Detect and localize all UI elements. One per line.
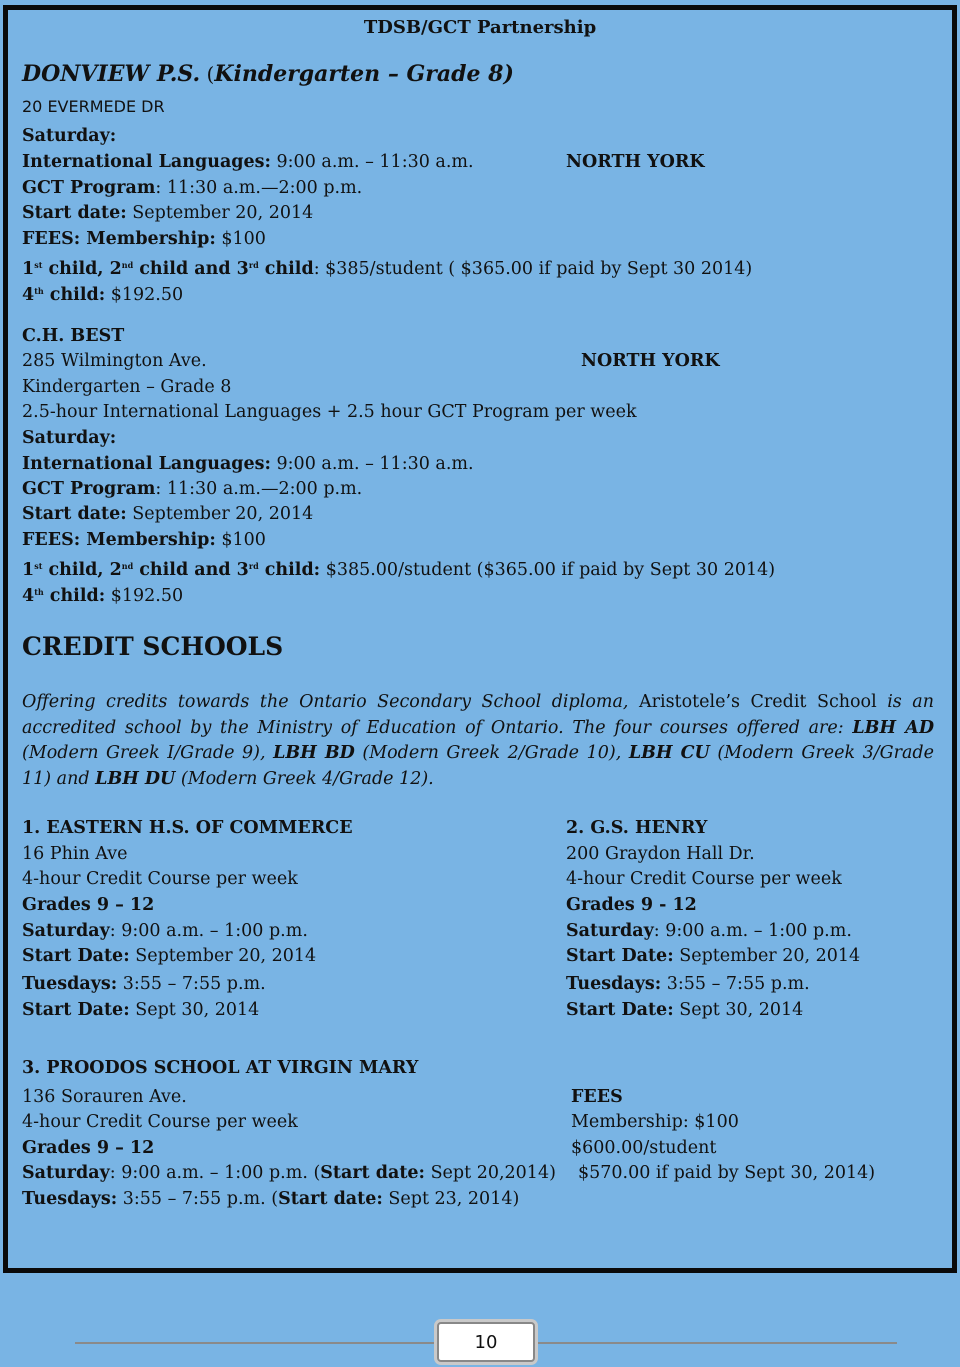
proodos-saturday: Saturday: 9:00 a.m. – 1:00 p.m. (Start date: Sept 20,2014) [22, 1163, 556, 1183]
eastern-address: 16 Phin Ave [22, 844, 128, 864]
proodos-tuesdays: Tuesdays: 3:55 – 7:55 p.m. (Start date: Sept 23, 2014) [22, 1189, 520, 1209]
page-number: 10 [437, 1322, 535, 1362]
eastern-course: 4-hour Credit Course per week [22, 869, 298, 889]
henry-address: 200 Graydon Hall Dr. [566, 844, 755, 864]
chbest-start: Start date: September 20, 2014 [22, 504, 314, 524]
footer-rule-left [75, 1342, 437, 1344]
donview-saturday: Saturday: [22, 126, 117, 146]
chbest-il: International Languages: 9:00 a.m. – 11:30 a.m. [22, 454, 474, 474]
chbest-region: NORTH YORK [581, 351, 720, 371]
eastern-saturday: Saturday: 9:00 a.m. – 1:00 p.m. [22, 921, 308, 941]
fees-early: $570.00 if paid by Sept 30, 2014) [578, 1163, 876, 1183]
fees-membership: Membership: $100 [571, 1112, 739, 1132]
donview-il: International Languages: 9:00 a.m. – 11:30 a.m. [22, 152, 474, 172]
proodos-address: 136 Sorauren Ave. [22, 1087, 187, 1107]
eastern-title: 1. EASTERN H.S. OF COMMERCE [22, 818, 353, 838]
eastern-tuesdays: Tuesdays: 3:55 – 7:55 p.m. [22, 974, 266, 994]
chbest-title: C.H. BEST [22, 326, 125, 346]
fees-title: FEES [571, 1087, 623, 1107]
proodos-title: 3. PROODOS SCHOOL AT VIRGIN MARY [22, 1058, 419, 1078]
chbest-saturday: Saturday: [22, 428, 117, 448]
chbest-grades: Kindergarten – Grade 8 [22, 377, 232, 397]
henry-start2: Start Date: Sept 30, 2014 [566, 1000, 804, 1020]
proodos-grades: Grades 9 – 12 [22, 1138, 155, 1158]
donview-4th-child: 4th child: $192.50 [22, 285, 184, 305]
donview-address: 20 EVERMEDE DR [22, 97, 165, 116]
page-header: TDSB/GCT Partnership [363, 17, 597, 38]
fees-per-student: $600.00/student [571, 1138, 717, 1158]
eastern-grades: Grades 9 – 12 [22, 895, 155, 915]
credit-schools-paragraph: Offering credits towards the Ontario Secondary School diploma, Aristotele’s Credit School is an accredited school by the Ministry of Education of Ontario. The four courses offered are: LBH AD (Modern Greek I/Grade 9), LBH BD (Modern Greek 2/Grade 10), LBH CU (Modern Greek 3/Grade 11) and LBH DU (Modern Greek 4/Grade 12). [22, 692, 934, 789]
chbest-address: 285 Wilmington Ave. [22, 351, 207, 371]
chbest-4th-child: 4th child: $192.50 [22, 586, 184, 606]
donview-start: Start date: September 20, 2014 [22, 203, 314, 223]
donview-title: DONVIEW P.S. (Kindergarten – Grade 8) [22, 61, 514, 87]
henry-tuesdays: Tuesdays: 3:55 – 7:55 p.m. [566, 974, 810, 994]
donview-child-fees: 1st child, 2nd child and 3rd child: $385/student ( $365.00 if paid by Sept 30 2014) [22, 259, 753, 279]
footer-rule-right [535, 1342, 897, 1344]
henry-start1: Start Date: September 20, 2014 [566, 946, 861, 966]
donview-fees: FEES: Membership: $100 [22, 229, 266, 249]
chbest-hours: 2.5-hour International Languages + 2.5 hour GCT Program per week [22, 402, 637, 422]
chbest-gct: GCT Program: 11:30 a.m.—2:00 p.m. [22, 479, 363, 499]
henry-grades: Grades 9 - 12 [566, 895, 697, 915]
eastern-start2: Start Date: Sept 30, 2014 [22, 1000, 260, 1020]
donview-region: NORTH YORK [566, 152, 705, 172]
henry-saturday: Saturday: 9:00 a.m. – 1:00 p.m. [566, 921, 852, 941]
donview-gct: GCT Program: 11:30 a.m.—2:00 p.m. [22, 178, 363, 198]
chbest-fees: FEES: Membership: $100 [22, 530, 266, 550]
eastern-start1: Start Date: September 20, 2014 [22, 946, 317, 966]
chbest-child-fees: 1st child, 2nd child and 3rd child: $385.00/student ($365.00 if paid by Sept 30 2014) [22, 560, 776, 580]
henry-title: 2. G.S. HENRY [566, 818, 708, 838]
proodos-course: 4-hour Credit Course per week [22, 1112, 298, 1132]
henry-course: 4-hour Credit Course per week [566, 869, 842, 889]
credit-schools-heading: CREDIT SCHOOLS [22, 632, 284, 661]
